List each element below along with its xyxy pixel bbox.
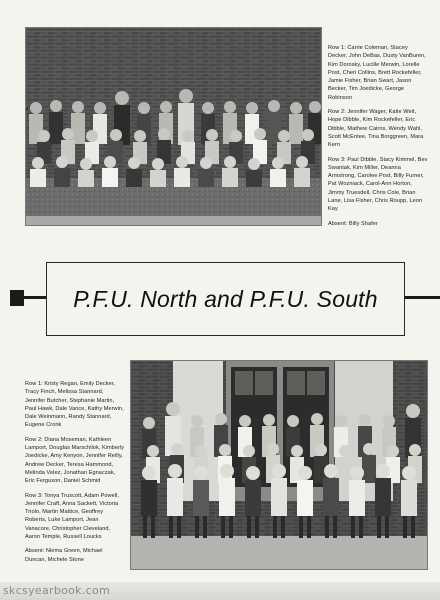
bottom-caption-row-2: Row 2: Diana Moseman, Kathleen Lamport, Douglas Marschilok, Kimberly Joedicke, Amy Kenyon, Jennifer Reilly, Andrew Decker, Teresa Hammond, Melinda Velez, Jonathan Egnaczak, Eric Ferguson, Daniel Schmid [25,436,125,485]
bottom-photo-caption [25,380,125,570]
top-caption-row-3: Row 3: Paul Dibble, Stacy Kimmel, Bev Swantak, Kim Miller, Deanna Armstrong, Carolee Post, Billy Furner, Pat Wozniack, Carol-Ann Horton, Jimmy Truesdell, Chris Cole, Brian Lane, Lisa Fisher, Chris Roupp, Leon Kay [328,156,428,213]
bottom-caption-row-3: Row 3: Tonya Truscott, Adam Powell, Jennifer Craft, Anna Sackett, Victoria Triolo, Martin Mattice, Geoffrey Roberts, Luke Lamport, Jean Vanacore, Christopher Cleveland, Aaron Temple, Russell Loucks [25,492,119,541]
bottom-caption-absent: Absent: Niema Green, Michael Duncan, Michele Stone [25,548,103,563]
bottom-caption-row-1: Row 1: Kristy Regan, Emily Decker, Tracy Finch, Melissa Stannard, Jennifer Butcher, Stephanie Martin, Paul Hawk, Dale Vance, Kathy Merwin, Dale Weinmann, Randy Stannard, Eugene Cronk [25,381,124,429]
page-title: P.F.U. North and P.F.U. South [73,285,378,312]
top-caption-absent: Absent: Billy Shafer [328,220,378,227]
class-photo-top-graphic [26,28,321,225]
top-caption-row-2: Row 2: Jennifer Wager, Katie Weit, Hope Dibble, Kim Rockefeller, Eric Dibble, Mathew Cairns, Wendy Wahl, Scott McEntee, Tina Borggreen, Mara Kern [328,109,424,149]
class-photo-top [25,27,322,226]
top-photo-caption [328,44,428,234]
class-photo-bottom-graphic [131,361,427,569]
title-box [46,262,405,336]
title-rule-tab [10,290,24,306]
top-caption-row-1: Row 1: Carrie Coleman, Stacey Decker, John DeBas, Dusty VanBuren, Kim Dorosky, Lucille Merwin, Lorelle Post, Cheri Collins, Brett Rockefeller, Jamie Fisher, Brian Swart, Jason Becker, Tim Joedicke, George Robinson [328,45,426,101]
site-watermark: skcsyearbook.com [3,584,111,597]
class-photo-bottom [130,360,428,570]
